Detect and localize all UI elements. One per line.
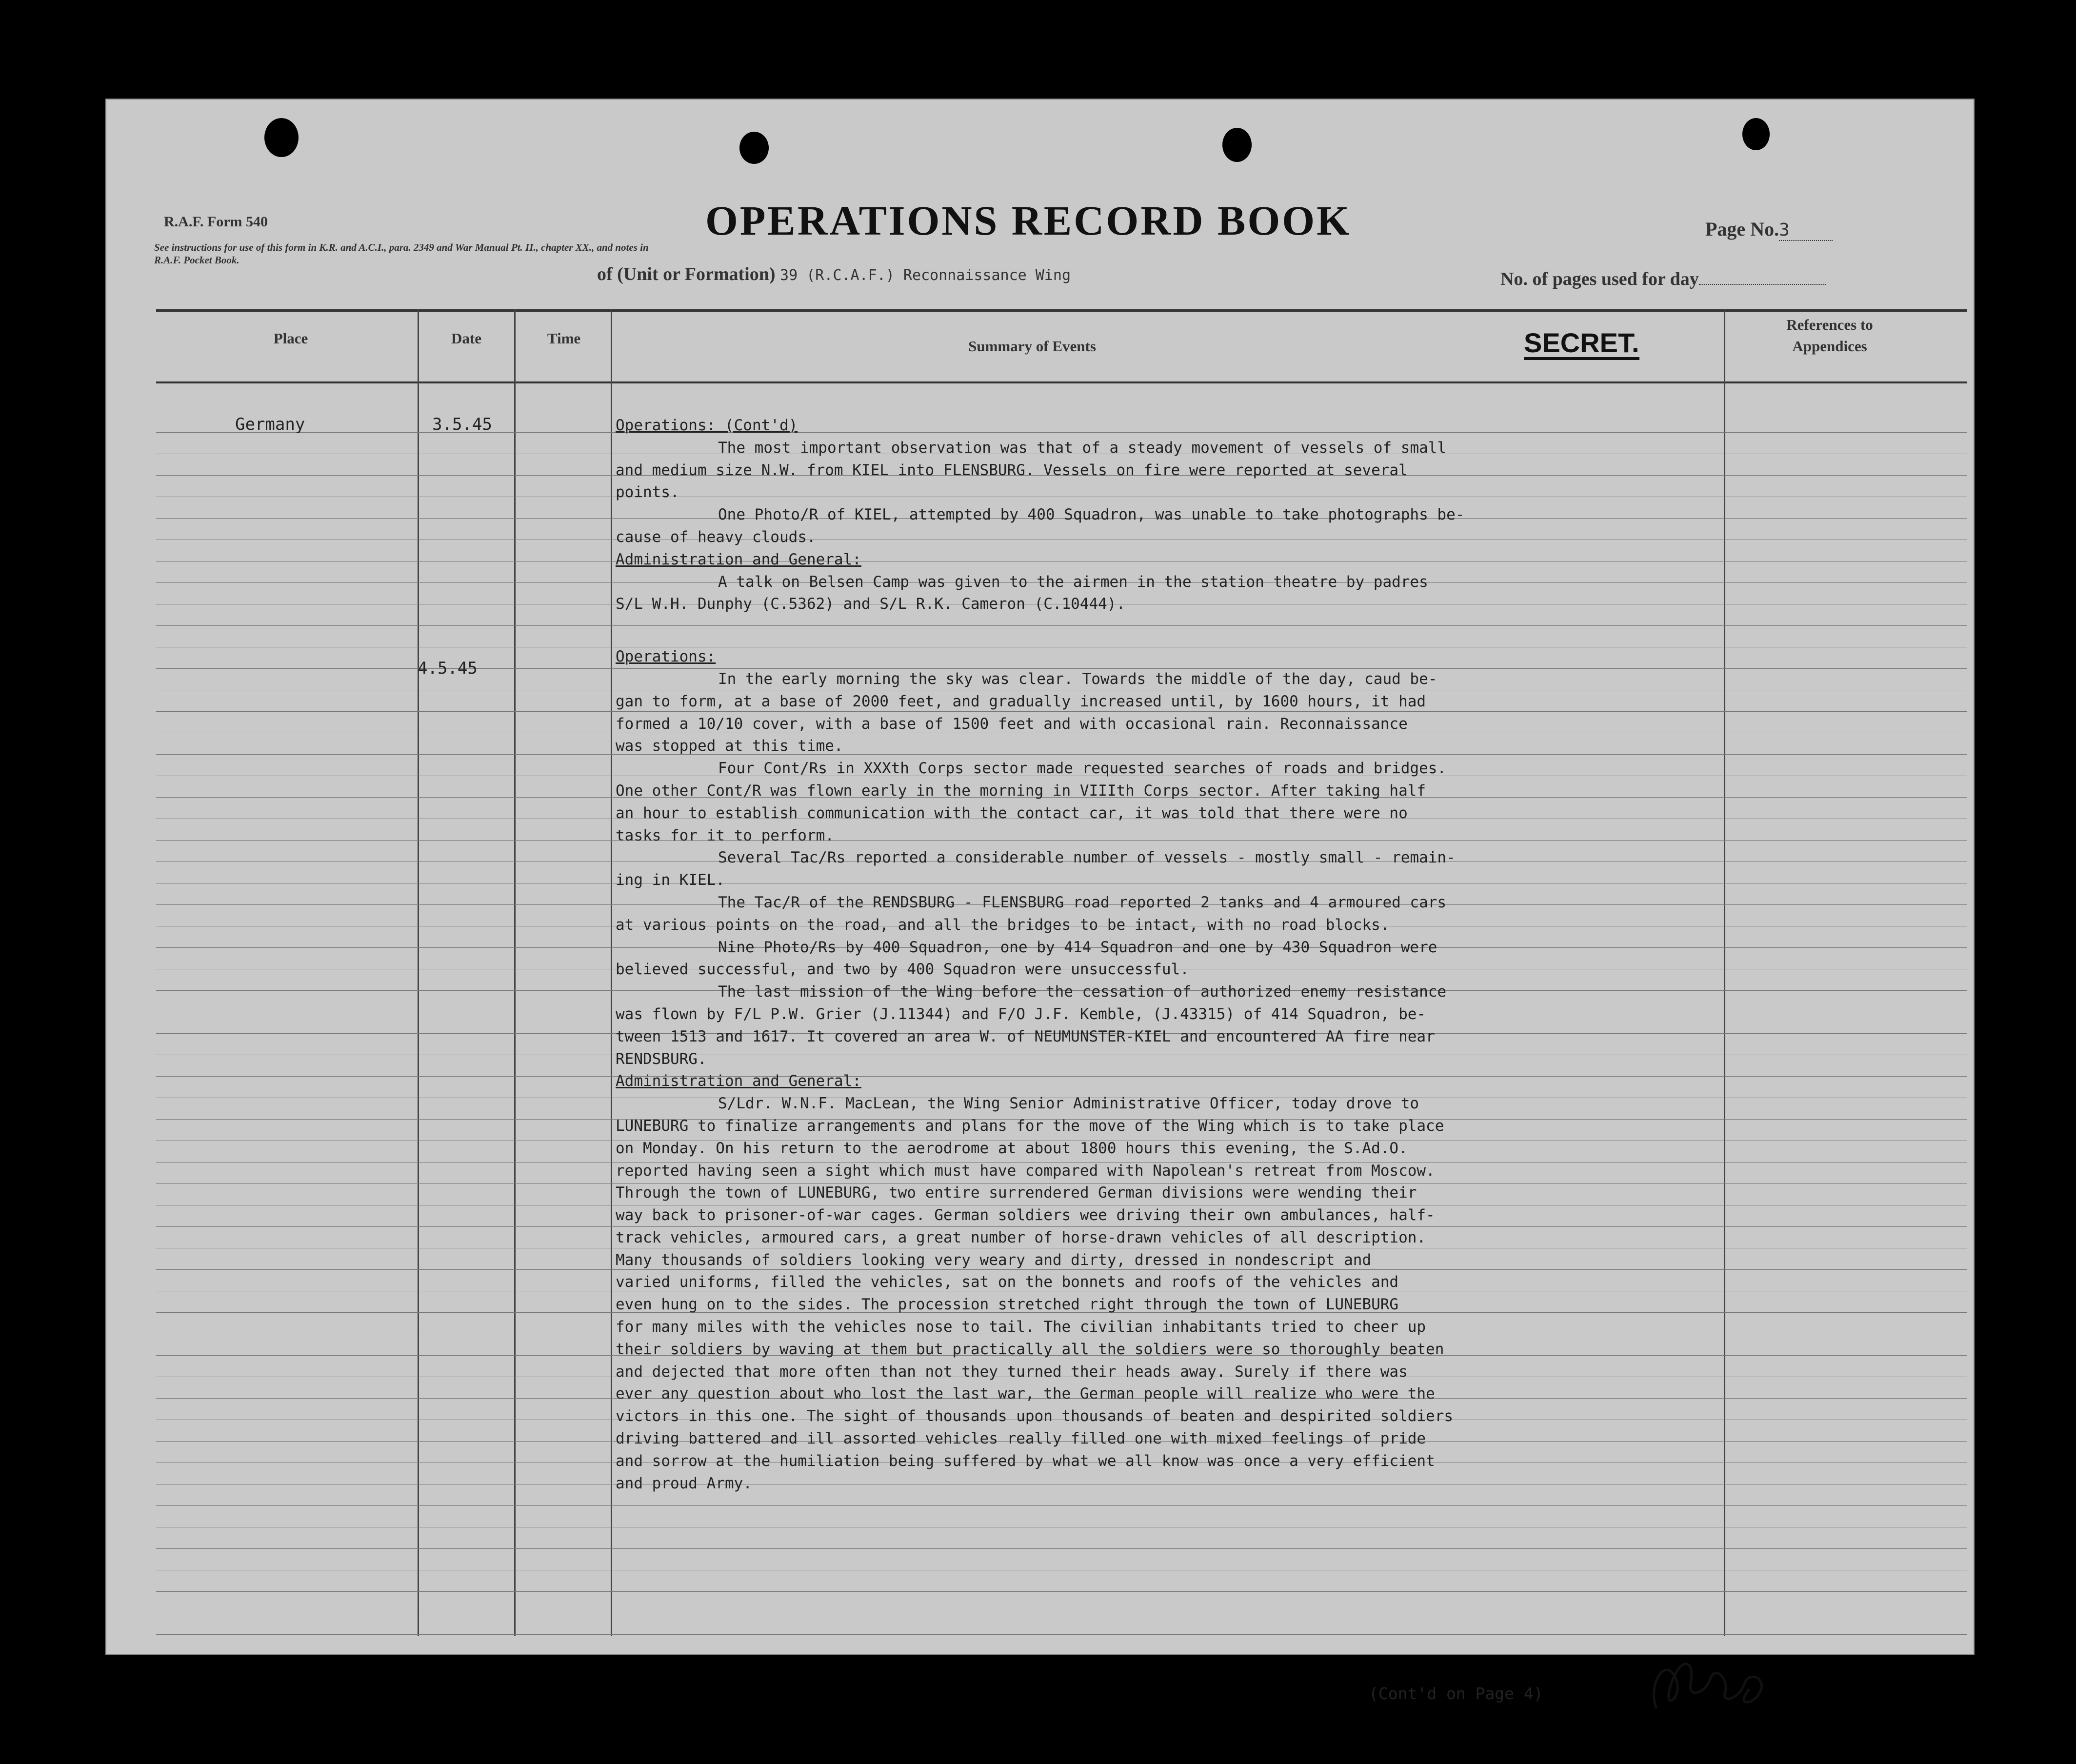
page-number xyxy=(1705,218,1833,241)
place-entry: Germany xyxy=(235,415,305,434)
summary-line: their soldiers by waving at them but practically all the soldiers were so thoroughly beaten xyxy=(616,1340,1444,1358)
unit-value: 39 (R.C.A.F.) Reconnaissance Wing xyxy=(780,267,1071,284)
ruled-line xyxy=(156,1505,1967,1506)
summary-line: on Monday. On his return to the aerodrome at about 1800 hours this evening, the S.Ad.O. xyxy=(616,1139,1408,1157)
record-sheet xyxy=(105,99,1975,1703)
pages-used-blank xyxy=(1699,284,1826,285)
summary-line: and dejected that more often than not they turned their heads away. Surely if there was xyxy=(616,1363,1408,1381)
column-rule xyxy=(1724,309,1725,1636)
summary-line: ever any question about who lost the last war, the German people will realize who were the xyxy=(616,1385,1435,1403)
summary-line: S/L W.H. Dunphy (C.5362) and S/L R.K. Cameron (C.10444). xyxy=(616,595,1126,613)
summary-line: Four Cont/Rs in XXXth Corps sector made requested searches of roads and bridges. xyxy=(718,760,1447,778)
summary-line: believed successful, and two by 400 Squadron were unsuccessful. xyxy=(616,961,1189,979)
form-instructions: See instructions for use of this form in K.R. and A.C.I., para. 2349 and War Manual Pt. II., chapter XX., and notes in R.A.F. Pocket Book. xyxy=(154,241,649,266)
summary-line: driving battered and ill assorted vehicles really filled one with mixed feelings of pride xyxy=(616,1430,1426,1448)
summary-line: and medium size N.W. from KIEL into FLENSBURG. Vessels on fire were reported at several xyxy=(616,461,1408,479)
summary-line: One Photo/R of KIEL, attempted by 400 Squadron, was unable to take photographs be- xyxy=(718,506,1465,524)
summary-line: tasks for it to perform. xyxy=(616,826,834,844)
summary-line: victors in this one. The sight of thousands upon thousands of beaten and despirited soldiers xyxy=(616,1407,1454,1425)
signature-initials xyxy=(1637,1625,1783,1723)
summary-line: for many miles with the vehicles nose to tail. The civilian inhabitants tried to cheer up xyxy=(616,1318,1426,1336)
classification-stamp: SECRET. xyxy=(1524,329,1639,360)
column-header-references: References to Appendices xyxy=(1786,316,1873,355)
continued-note: (Cont'd on Page 4) xyxy=(1369,1684,1543,1703)
summary-line: cause of heavy clouds. xyxy=(616,528,816,546)
summary-line: The most important observation was that of a steady movement of vessels of small xyxy=(718,439,1447,457)
summary-line: way back to prisoner-of-war cages. German soldiers wee driving their own ambulances, half- xyxy=(616,1206,1435,1224)
summary-of-events xyxy=(616,415,1708,1495)
summary-line: The Tac/R of the RENDSBURG - FLENSBURG road reported 2 tanks and 4 armoured cars xyxy=(718,893,1447,911)
date-entry: 4.5.45 xyxy=(418,659,478,678)
column-header-summary: Summary of Events xyxy=(968,338,1096,355)
summary-line: track vehicles, armoured cars, a great number of horse-drawn vehicles of all description. xyxy=(616,1228,1426,1246)
summary-line: an hour to establish communication with the contact car, it was told that there were no xyxy=(616,804,1408,822)
summary-line: Many thousands of soldiers looking very weary and dirty, dressed in nondescript and xyxy=(616,1251,1372,1269)
column-header-date: Date xyxy=(451,330,481,347)
summary-line: LUNEBURG to finalize arrangements and plans for the move of the Wing which is to take place xyxy=(616,1117,1444,1135)
header-rule xyxy=(156,381,1967,383)
form-number: R.A.F. Form 540 xyxy=(164,214,268,230)
date-entry: 3.5.45 xyxy=(432,415,492,434)
summary-line: even hung on to the sides. The procession stretched right through the town of LUNEBURG xyxy=(616,1296,1399,1314)
column-rule xyxy=(418,309,419,1636)
ruled-line xyxy=(156,1548,1967,1549)
page-title: OPERATIONS RECORD BOOK xyxy=(705,197,1351,244)
section-heading: Operations: (Cont'd) xyxy=(616,417,798,434)
pages-used-field xyxy=(1500,268,1826,290)
summary-line: tween 1513 and 1617. It covered an area W. of NEUMUNSTER-KIEL and encountered AA fire near xyxy=(616,1027,1435,1045)
summary-line: ing in KIEL. xyxy=(616,871,725,889)
summary-line: A talk on Belsen Camp was given to the airmen in the station theatre by padres xyxy=(718,573,1428,591)
punch-hole xyxy=(739,132,769,164)
column-header-time: Time xyxy=(547,330,581,347)
unit-field xyxy=(597,263,1071,285)
column-header-place: Place xyxy=(273,330,308,347)
page-number-label: Page No. xyxy=(1705,218,1779,240)
summary-line: S/Ldr. W.N.F. MacLean, the Wing Senior Administrative Officer, today drove to xyxy=(718,1095,1419,1113)
column-rule xyxy=(514,309,516,1636)
page-number-value: 3 xyxy=(1779,220,1833,241)
summary-line: Through the town of LUNEBURG, two entire surrendered German divisions were wending their xyxy=(616,1184,1417,1202)
summary-line: In the early morning the sky was clear. Towards the middle of the day, caud be- xyxy=(718,670,1437,688)
summary-line: varied uniforms, filled the vehicles, sat on the bonnets and roofs of the vehicles and xyxy=(616,1273,1399,1291)
summary-line: points. xyxy=(616,483,679,501)
summary-line: and proud Army. xyxy=(616,1474,752,1492)
section-heading: Operations: xyxy=(616,648,716,666)
summary-line: reported having seen a sight which must have compared with Napolean's retreat from Moscow. xyxy=(616,1162,1435,1180)
summary-line: and sorrow at the humiliation being suffered by what we all know was once a very efficient xyxy=(616,1452,1435,1470)
summary-line: formed a 10/10 cover, with a base of 1500 feet and with occasional rain. Reconnaissance xyxy=(616,715,1408,733)
section-heading: Administration and General: xyxy=(616,1072,861,1090)
ruled-line xyxy=(156,1591,1967,1592)
paragraph-gap xyxy=(616,616,1708,646)
pages-used-label: No. of pages used for day xyxy=(1500,269,1699,289)
punch-hole xyxy=(1222,128,1252,162)
summary-line: was flown by F/L P.W. Grier (J.11344) and F/O J.F. Kemble, (J.43315) of 414 Squadron, be- xyxy=(616,1005,1426,1023)
summary-line: The last mission of the Wing before the cessation of authorized enemy resistance xyxy=(718,983,1447,1001)
unit-label: of (Unit or Formation) xyxy=(597,264,776,284)
summary-line: gan to form, at a base of 2000 feet, and gradually increased until, by 1600 hours, it had xyxy=(616,692,1426,710)
summary-line: RENDSBURG. xyxy=(616,1050,707,1068)
summary-line: Nine Photo/Rs by 400 Squadron, one by 414 Squadron and one by 430 Squadron were xyxy=(718,938,1437,956)
section-heading: Administration and General: xyxy=(616,550,861,568)
summary-line: was stopped at this time. xyxy=(616,737,843,755)
column-rule xyxy=(611,309,612,1636)
summary-line: at various points on the road, and all the bridges to be intact, with no road blocks. xyxy=(616,916,1390,934)
table-top-rule xyxy=(156,309,1967,312)
summary-line: Several Tac/Rs reported a considerable number of vessels - mostly small - remain- xyxy=(718,849,1456,867)
summary-line: One other Cont/R was flown early in the morning in VIIIth Corps sector. After taking half xyxy=(616,782,1426,800)
punch-hole xyxy=(1742,118,1770,150)
punch-hole xyxy=(264,118,299,157)
